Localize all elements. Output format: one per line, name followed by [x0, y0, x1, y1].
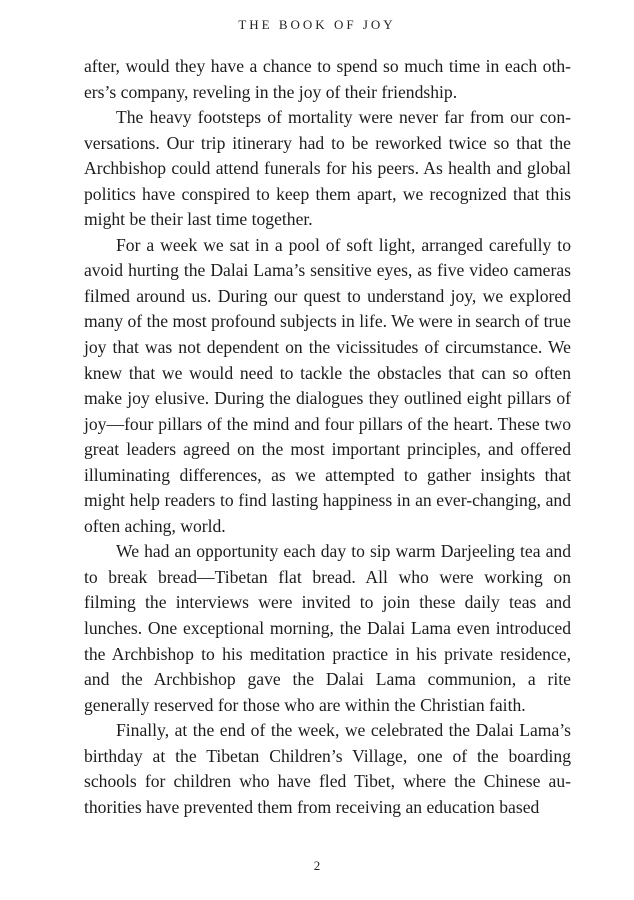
running-header: THE BOOK OF JOY: [238, 17, 396, 32]
paragraph-2: The heavy footsteps of mortality were never far from our conversations. Our trip itinerary had to be reworked twice so that the Archbishop could attend funerals for his peers. As health and global politics have conspired to keep them apart, we recognized that this might be their last time together.: [84, 107, 571, 230]
paragraph-1: after, would they have a chance to spend so much time in each others’s company, reveling in the joy of their friendship.: [84, 56, 571, 102]
paragraph-5: Finally, at the end of the week, we celebrated the Dalai Lama’s birthday at the Tibetan Children’s Village, one of the boarding schools for children who have fled Tibet, where the Chinese authorities have prevented them from receiving an education based: [84, 720, 571, 817]
body-text: [84, 54, 571, 820]
paragraph-3: For a week we sat in a pool of soft light, arranged carefully to avoid hurting the Dalai Lama’s sensitive eyes, as five video cameras filmed around us. During our quest to understand joy, we explored many of the most profound subjects in life. We were in search of true joy that was not dependent on the vicissitudes of circumstance. We knew that we would need to tackle the obstacles that can so often make joy elusive. During the dialogues they outlined eight pillars of joy—four pillars of the mind and four pillars of the heart. These two great leaders agreed on the most important principles, and offered illuminating differences, as we attempted to gather insights that might help readers to find lasting happiness in an ever-changing, and often aching, world.: [84, 234, 571, 536]
page-number: 2: [313, 858, 321, 873]
paragraph-4: We had an opportunity each day to sip warm Darjeeling tea and to break bread—Tibetan flat bread. All who were working on filming the interviews were invited to join these daily teas and lunches. One exceptional morning, the Dalai Lama even introduced the Archbishop to his meditation practice in his private residence, and the Archbishop gave the Dalai Lama communion, a rite generally reserved for those who are within the Christian faith.: [84, 541, 571, 715]
